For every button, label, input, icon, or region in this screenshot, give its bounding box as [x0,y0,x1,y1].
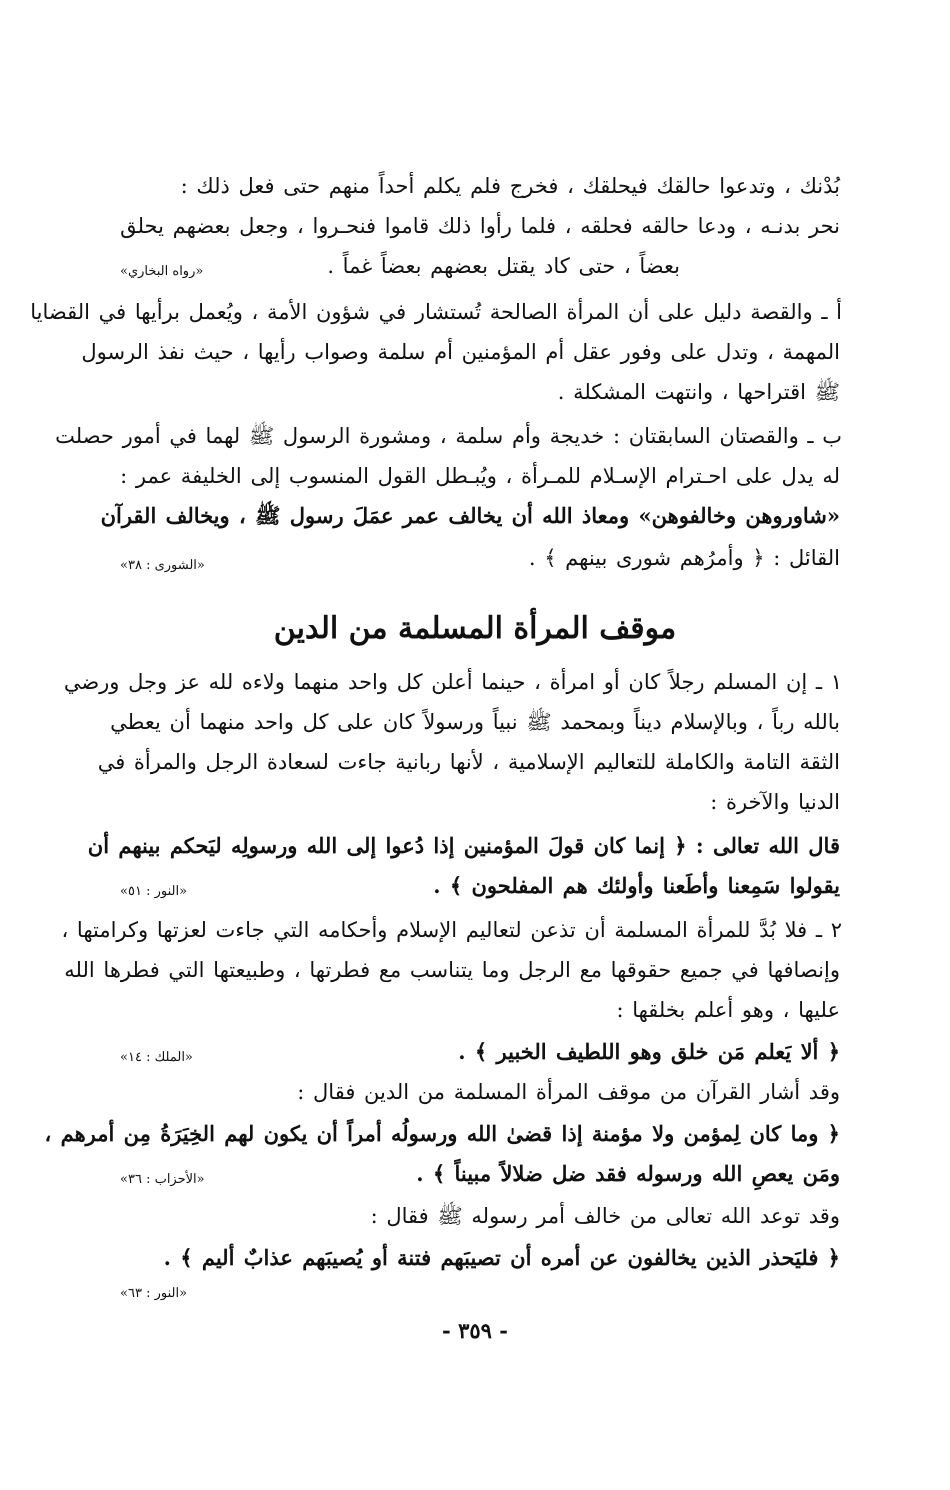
quran-verse-line: ﴿ وما كان لِمؤمن ولا مؤمنة إذا قضىٰ الله ورسولُه أمراً أن يكون لهم الخِيَرَةُ مِن أمرهم ، [44,1121,840,1146]
page-number: - ٣٥٩ - [442,1318,508,1343]
source-citation: «النور : ٥١» [120,884,188,899]
paragraph-b-line: ب ـ والقصتان السابقتان : خديجة وأم سلمة ، ومشورة الرسول ﷺ لهما في أمور حصلت [55,424,842,448]
text-line: وقد توعد الله تعالى من خالف أمر رسوله ﷺ فقال : [370,1204,840,1228]
text-line: نحر بدنـه ، ودعا حالقه فحلقه ، فلما رأوا ذلك قاموا فنحـروا ، وجعل بعضهم يحلق [120,214,840,238]
text-line: المهمة ، وتدل على وفور عقل أم المؤمنين أم سلمة وصواب رأيها ، حيث نفذ الرسول [81,340,840,364]
quran-verse-line: قال الله تعالى : ﴿ إنما كان قولَ المؤمنين إذا دُعوا إلى الله ورسولِه ليَحكم بينهم أن [87,833,840,858]
source-citation: «الأحزاب : ٣٦» [120,1172,205,1187]
quran-verse-line: ﴿ فليَحذر الذين يخالفون عن أمره أن تصيبَهم فتنة أو يُصيبَهم عذابٌ أليم ﴾ . [163,1245,840,1270]
quran-verse-line: ومَن يعصِ الله ورسوله فقد ضل ضلالاً مبيناً ﴾ . [416,1161,840,1186]
text-line: بُدْنك ، وتدعوا حالقك فيحلقك ، فخرج فلم يكلم أحداً منهم حتى فعل ذلك : [180,174,840,198]
text-line: «شاوروهن وخالفوهن» ومعاذ الله أن يخالف عمر عمَلَ رسول ﷺ ، ويخالف القرآن [100,503,840,528]
source-citation: «الملك : ١٤» [120,1050,193,1065]
text-line: له يدل على احـترام الإسـلام للمـرأة ، ويُبـطل القول المنسوب إلى الخليفة عمر : [120,464,840,488]
quran-verse-line: القائل : ﴿ وأمرُهم شورى بينهم ﴾ . [528,546,840,570]
section-title: موقف المرأة المسلمة من الدين [273,611,677,646]
text-line: وإنصافها في جميع حقوقها مع الرجل وما يتناسب مع فطرتها ، وطبيعتها التي فطرها الله [64,958,840,982]
numbered-item-1: ١ ـ إن المسلم رجلاً كان أو امرأة ، حينما أعلن كل واحد منهما ولاءه لله عز وجل ورضي [63,670,842,694]
numbered-item-2: ٢ ـ فلا بُدَّ للمرأة المسلمة أن تذعن لتعاليم الإسلام وأحكامه التي جاءت لعزتها وكرامتها ، [61,918,842,942]
source-citation: «النور : ٦٣» [120,1286,188,1301]
text-line: عليها ، وهو أعلم بخلقها : [616,998,840,1022]
quran-verse-line: ﴿ ألا يَعلم مَن خلق وهو اللطيف الخبير ﴾ . [458,1039,840,1064]
source-citation: «رواه البخاري» [120,264,204,279]
text-line: الدنيا والآخرة : [710,790,840,814]
text-line: الثقة التامة والكاملة للتعاليم الإسلامية ، لأنها ربانية جاءت لسعادة الرجل والمرأة في [97,750,840,774]
text-line: بعضاً ، حتى كاد يقتل بعضهم بعضاً غماً . [327,254,680,278]
text-line: ﷺ اقتراحها ، وانتهت المشكلة . [557,380,840,404]
text-line: وقد أشار القرآن من موقف المرأة المسلمة من الدين فقال : [297,1080,840,1104]
text-line: بالله رباً ، وبالإسلام ديناً وبمحمد ﷺ نبياً ورسولاً كان على كل واحد منهما أن يعطي [110,710,840,734]
quran-verse-line: يقولوا سَمِعنا وأطَعنا وأولئك هم المفلحون ﴾ . [433,873,840,898]
source-citation: «الشورى : ٣٨» [120,558,205,573]
paragraph-a-line: أ ـ والقصة دليل على أن المرأة الصالحة تُستشار في شؤون الأمة ، ويُعمل برأيها في القضايا [30,300,842,324]
